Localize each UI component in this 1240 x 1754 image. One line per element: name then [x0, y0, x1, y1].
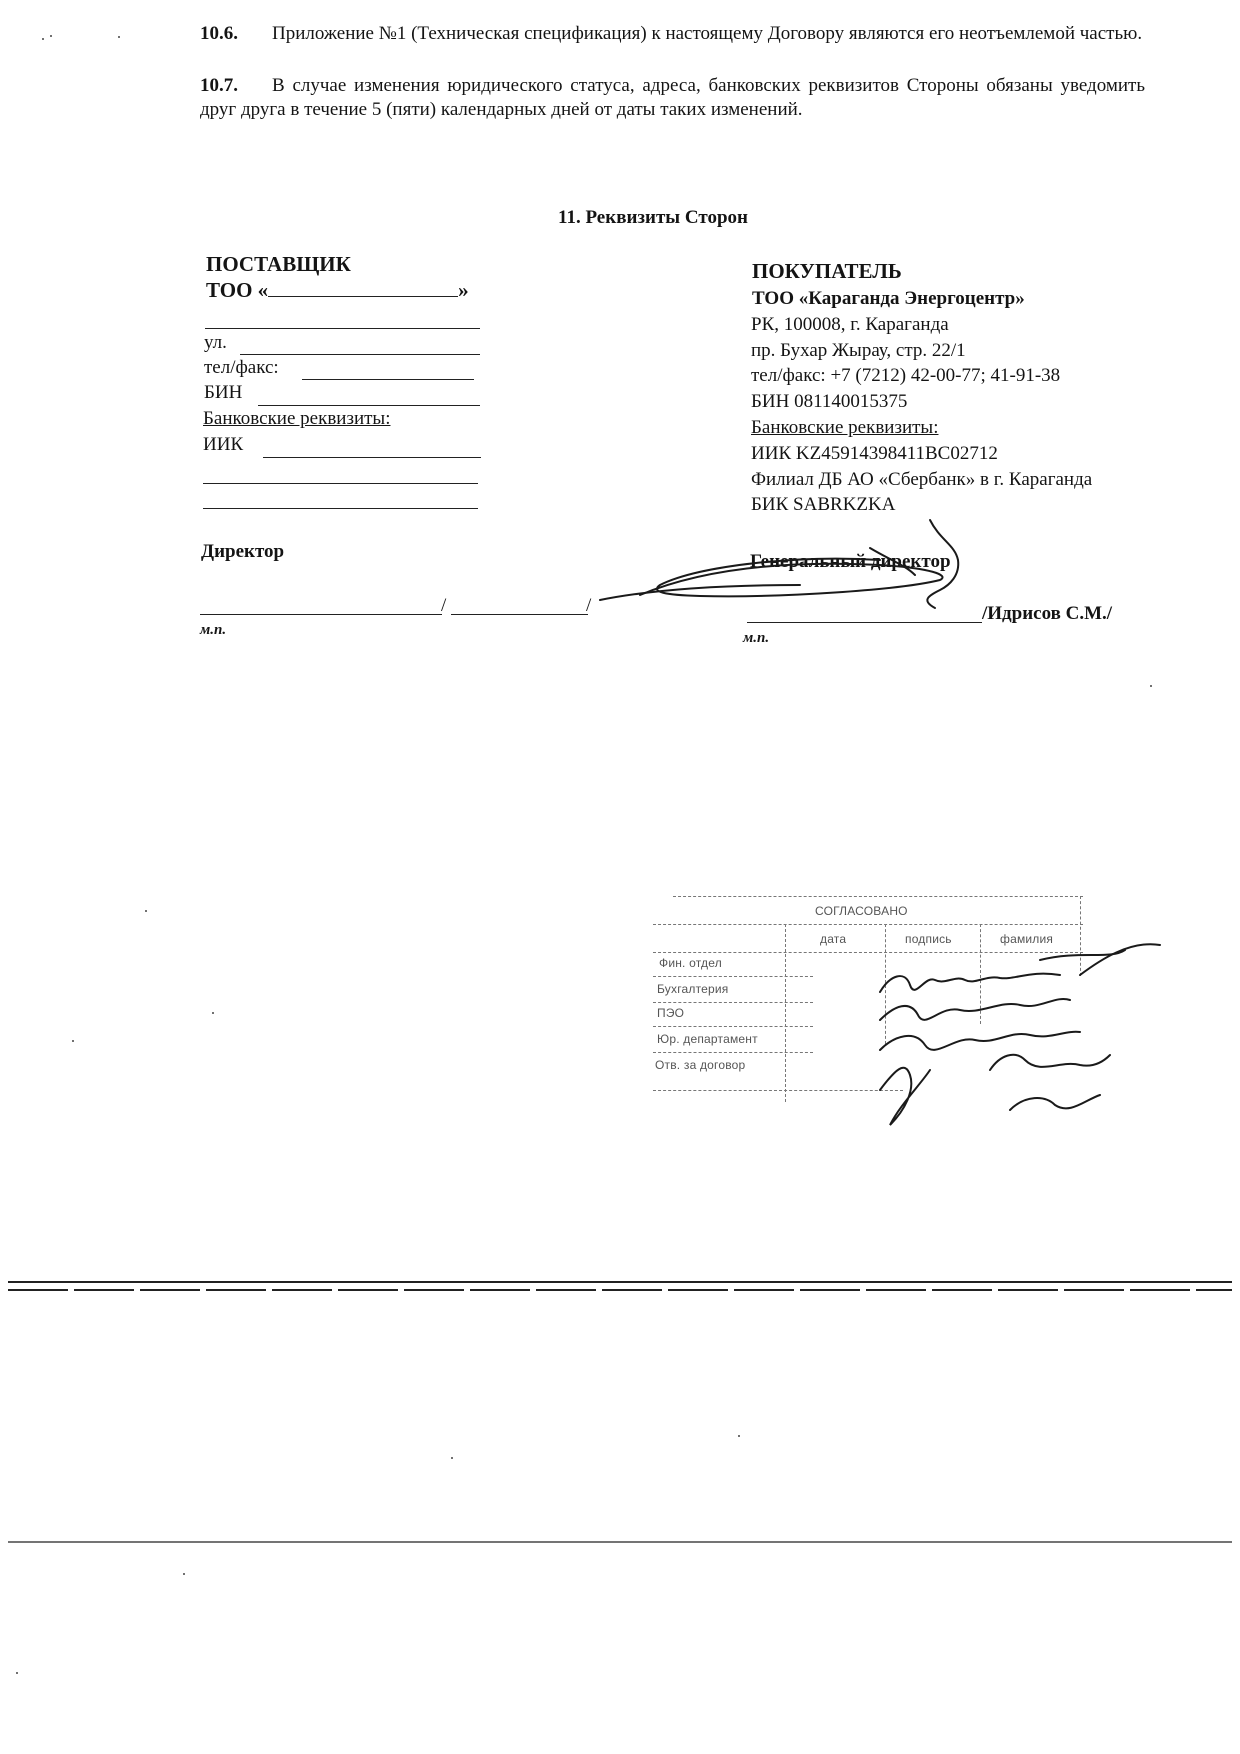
supplier-bin-label: БИН [204, 382, 243, 403]
buyer-bank-label: Банковские реквизиты: [751, 417, 939, 438]
buyer-bin: БИН 081140015375 [751, 391, 908, 412]
approval-signatures [880, 944, 1160, 1125]
scan-speck [212, 1012, 214, 1014]
scan-speck [50, 35, 52, 37]
scan-speck [145, 910, 147, 912]
buyer-company: ТОО «Караганда Энергоцентр» [752, 288, 1025, 309]
buyer-phone: тел/факс: +7 (7212) 42-00-77; 41-91-38 [751, 365, 1061, 386]
scan-speck [16, 1672, 18, 1674]
scan-speck [72, 1040, 74, 1042]
supplier-sign-slash-1: / [441, 595, 447, 616]
clause-text: В случае изменения юридического статуса, адреса, банковских реквизитов Стороны обязаны уведомить друг друга в течение 5 (пяти) календарных дней от даты таких изменений. [200, 75, 1145, 120]
buyer-director-label: Генеральный директор [750, 551, 951, 572]
stamp-row-peo: ПЭО [657, 1006, 685, 1020]
supplier-director-label: Директор [201, 541, 285, 562]
stamp-row-responsible: Отв. за договор [655, 1058, 746, 1072]
buyer-address-2: пр. Бухар Жырау, стр. 22/1 [751, 340, 966, 361]
stamp-col-signature: подпись [905, 932, 952, 946]
buyer-heading: ПОКУПАТЕЛЬ [752, 259, 902, 283]
supplier-street-label: ул. [204, 332, 227, 353]
stamp-col-surname: фамилия [1000, 932, 1054, 946]
stamp-col-date: дата [820, 932, 847, 946]
scan-speck [118, 36, 120, 38]
clause-number: 10.7. [200, 75, 238, 96]
supplier-iik-label: ИИК [203, 434, 244, 455]
section-title: 11. Реквизиты Сторон [558, 207, 748, 228]
page-rules [8, 1282, 1232, 1542]
company-prefix: ТОО « [206, 278, 269, 302]
buyer-address-1: РК, 100008, г. Караганда [751, 314, 949, 335]
company-suffix: » [458, 278, 469, 302]
scan-speck [738, 1435, 740, 1437]
scan-speck [451, 1457, 453, 1459]
stamp-title: СОГЛАСОВАНО [815, 904, 908, 918]
supplier-heading: ПОСТАВЩИК [206, 252, 351, 276]
buyer-stamp-label: м.п. [743, 630, 770, 646]
scan-speck [1150, 685, 1152, 687]
supplier-phone-label: тел/факс: [204, 357, 279, 378]
buyer-signature-name: /Идрисов С.М./ [982, 603, 1113, 624]
stamp-row-finance: Фин. отдел [659, 956, 722, 970]
clause-text: Приложение №1 (Техническая спецификация) к настоящему Договору являются его неотъемлемой частью. [272, 23, 1143, 44]
buyer-iik: ИИК KZ45914398411BC02712 [751, 443, 998, 464]
scan-speck [42, 38, 44, 40]
supplier-bank-label: Банковские реквизиты: [203, 408, 391, 429]
stamp-row-legal: Юр. департамент [657, 1032, 758, 1046]
buyer-bik: БИК SABRKZKA [751, 494, 896, 515]
buyer-signature-scribble [600, 520, 958, 608]
buyer-branch: Филиал ДБ АО «Сбербанк» в г. Караганда [751, 469, 1093, 490]
stamp-row-accounting: Бухгалтерия [657, 982, 729, 996]
scan-speck [183, 1573, 185, 1575]
supplier-stamp-label: м.п. [200, 622, 227, 638]
clause-number: 10.6. [200, 23, 238, 44]
supplier-sign-slash-2: / [586, 595, 592, 616]
